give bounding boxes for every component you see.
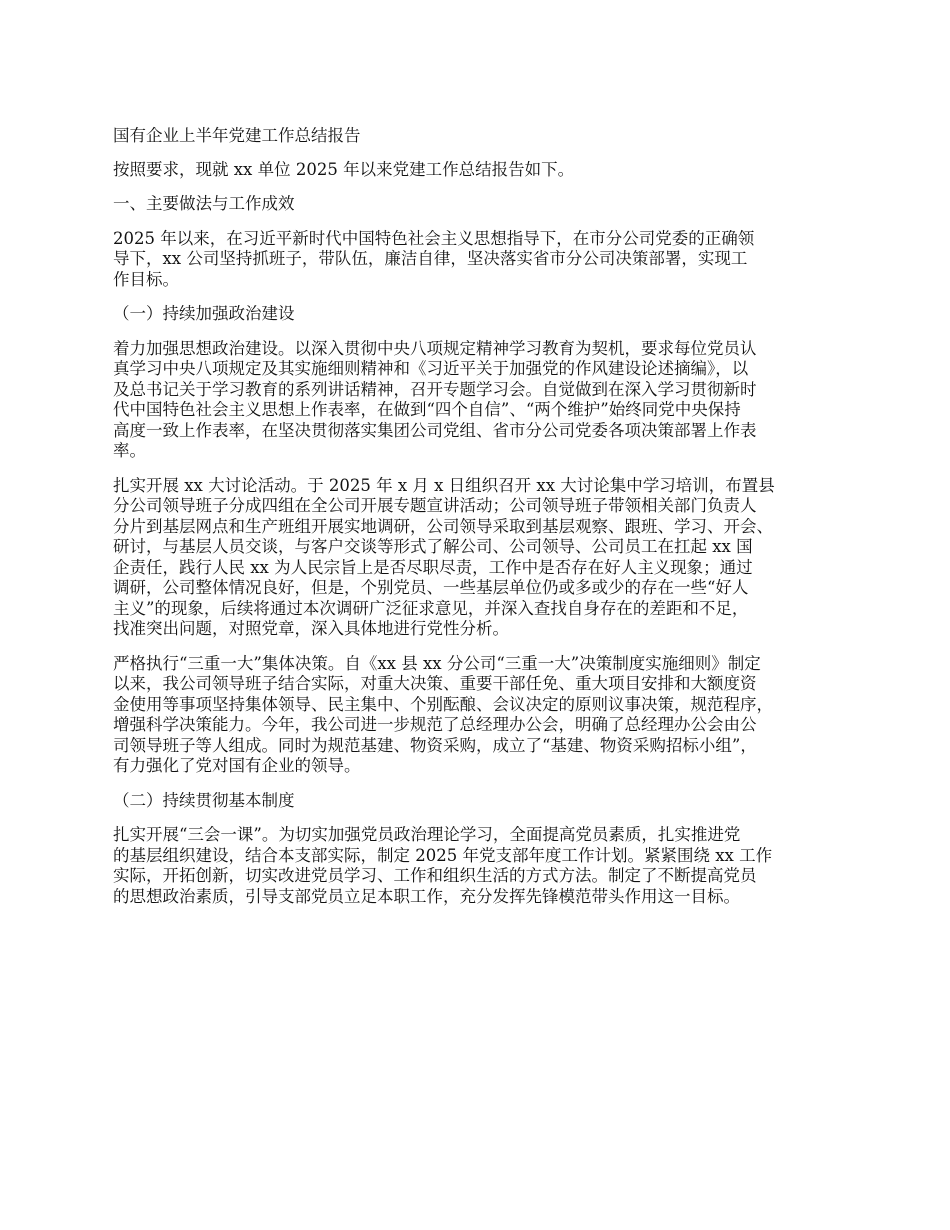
paragraph-line: 司领导班子等人组成。同时为规范基建、物资采购，成立了“基建、物资采购招标小组”， — [113, 735, 757, 755]
paragraph-line: 着力加强思想政治建设。以深入贯彻中央八项规定精神学习教育为契机，要求每位党员认 — [113, 338, 757, 358]
paragraph-line: 高度一致上作表率，在坚决贯彻落实集团公司党组、省市分公司党委各项决策部署上作表 — [113, 420, 757, 440]
paragraph-line: 主义”的现象，后续将通过本次调研广泛征求意见，并深入查找自身存在的差距和不足， — [113, 598, 749, 618]
paragraph-line: 研讨，与基层人员交谈，与客户交谈等形式了解公司、公司领导、公司员工在扛起 xx 国 — [113, 537, 753, 556]
paragraph-1 — [113, 229, 858, 291]
paragraph-line: 及总书记关于学习教育的系列讲话精神，召开专题学习会。自觉做到在深入学习贯彻新时 — [113, 379, 757, 399]
paragraph-line: 扎实开展 xx 大讨论活动。于 2025 年 x 月 x 日组织召开 xx 大讨论集中学习培训，布置县 — [113, 475, 775, 495]
paragraph-line: 分片到基层网点和生产班组开展实地调研，公司领导采取到基层观察、跟班、学习、开会、 — [113, 516, 773, 536]
paragraph-line: 找准突出问题，对照党章，深入具体地进行党性分析。 — [113, 619, 509, 638]
paragraph-3 — [113, 476, 858, 640]
paragraph-line: 率。 — [113, 441, 146, 460]
subsection-heading-1: （一）持续加强政治建设 — [113, 304, 295, 323]
paragraph-line: 增强科学决策能力。今年，我公司进一步规范了总经理办公会，明确了总经理办公会由公 — [113, 715, 757, 734]
paragraph-line: 代中国特色社会主义思想上作表率，在做到“四个自信”、“两个维护”始终同党中央保持 — [113, 400, 741, 419]
paragraph-4 — [113, 654, 858, 777]
paragraph-line: 的基层组织建设，结合本支部实际，制定 2025 年党支部年度工作计划。紧紧围绕 xx 工作 — [113, 845, 773, 865]
section-heading-1: 一、主要做法与工作成效 — [113, 194, 295, 213]
paragraph-line: 以来，我公司领导班子结合实际，对重大决策、重要干部任免、重大项目安排和大额度资 — [113, 674, 757, 693]
paragraph-line: 导下，xx 公司坚持抓班子，带队伍，廉洁自律，坚决落实省市分公司决策部署，实现工 — [113, 249, 748, 268]
paragraph-line: 金使用等事项坚持集体领导、民主集中、个别酝酿、会议决定的原则议事决策，规范程序， — [113, 694, 773, 714]
paragraph-line: 扎实开展“三会一课”。为切实加强党员政治理论学习，全面提高党员素质，扎实推进党 — [113, 825, 741, 844]
paragraph-line: 真学习中央八项规定及其实施细则精神和《习近平关于加强党的作风建设论述摘编》，以 — [113, 359, 749, 378]
document-page — [113, 126, 858, 921]
paragraph-line: 调研，公司整体情况良好，但是，个别党员、一些基层单位仍或多或少的存在一些“好人 — [113, 578, 749, 597]
paragraph-5 — [113, 825, 858, 907]
subsection-heading-2: （二）持续贯彻基本制度 — [113, 790, 295, 810]
paragraph-line: 有力强化了党对国有企业的领导。 — [113, 756, 361, 775]
paragraph-line: 实际，开拓创新，切实改进党员学习、工作和组织生活的方式方法。制定了不断提高党员 — [113, 866, 757, 885]
paragraph-line: 企责任，践行人民 xx 为人民宗旨上是否尽职尽责，工作中是否存在好人主义现象；通过 — [113, 557, 753, 577]
paragraph-line: 作目标。 — [113, 269, 179, 289]
paragraph-line: 严格执行“三重一大”集体决策。自《xx 县 xx 分公司“三重一大”决策制度实施细则》制定 — [113, 653, 761, 673]
document-title: 国有企业上半年党建工作总结报告 — [113, 126, 361, 145]
intro-paragraph: 按照要求，现就 xx 单位 2025 年以来党建工作总结报告如下。 — [113, 159, 575, 179]
paragraph-2 — [113, 339, 858, 462]
paragraph-line: 的思想政治素质，引导支部党员立足本职工作，充分发挥先锋模范带头作用这一目标。 — [113, 886, 740, 906]
paragraph-line: 分公司领导班子分成四组在全公司开展专题宣讲活动；公司领导班子带领相关部门负责人 — [113, 496, 757, 515]
paragraph-line: 2025 年以来，在习近平新时代中国特色社会主义思想指导下，在市分公司党委的正确领 — [113, 228, 755, 248]
